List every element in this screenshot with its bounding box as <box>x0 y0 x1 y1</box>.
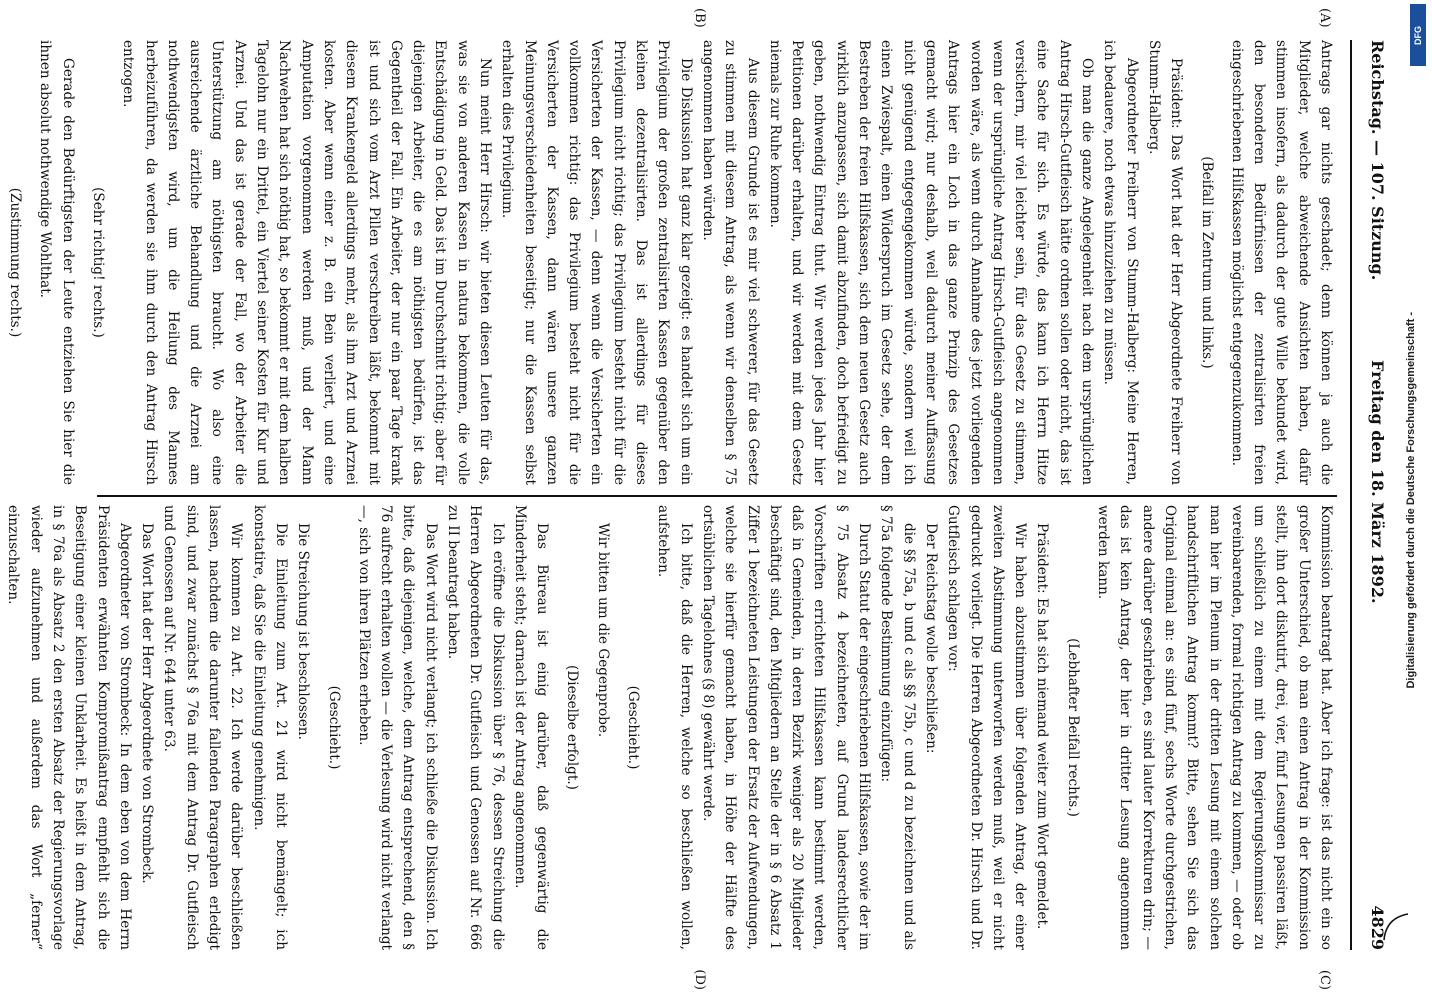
margin-marker-c: (C) <box>1317 969 1332 990</box>
paragraph: Das Büreau ist einig darüber, daß gegenwärtig die Minderheit steht; darnach ist der Antrag angenommen. <box>511 505 551 950</box>
scan-corner-mark <box>1380 912 1410 942</box>
paragraph: Kommission beantragt hat. Aber ich frage: ist das nicht ein so großer Unterschied, ob man einen Antrag in der Kommission stellt, ihn dort diskutirt, drei, vier, fünf Lesungen passiren läßt, um schließlich zu einem mit dem Regierungskommissar zu vereinbarenden, formal richtigen Antrag zu kommen, — oder ob man hier im Plenum in der dritten Lesung mit einem solchen handschriftlichen Antrag kommt? Bitte, sehen Sie sich das Original einmal an: es sind fünf, sechs Worte durchgestrichen, andere darüber geschrieben, es sind lauter Korrekturen drin; — das ist kein Antrag, der hier in dritter Lesung angenommen werden kann. <box>1095 505 1334 950</box>
credit-text: Digitalisierung gefördert durch die Deutsche Forschungsgemeinschaft - <box>1405 311 1417 689</box>
paragraph: Wir kommen zu Art. 22. Ich werde darüber beschließen lassen, nachdem die darunter fallenden Paragraphen erledigt sind, und zwar zunächst § 76a mit dem Antrag Dr. Gutfleisch und Genossen auf Nr. 644 unter 63. <box>161 505 245 950</box>
right-column <box>5 505 1337 950</box>
stage-direction: (Geschieht.) <box>325 685 342 770</box>
paragraph: Abgeordneter von Strombeck: In dem eben von dem Herrn Präsidenten erwähnten Kompromißantrag empfiehlt sich die Beseitigung einer kleinen Unklarheit. Es heißt in dem Antrag, in § 76a als Absatz 2 den ersten Absatz der Regierungsvorlage wieder aufzunehmen und außerdem das Wort „ferner“ einzuschalten. <box>5 505 133 950</box>
stage-direction: (Geschieht.) <box>625 685 642 770</box>
margin-marker-a: (A) <box>1317 8 1332 28</box>
paragraph: Ich bitte, daß die Herren, welche so beschließen wollen, aufstehen. <box>655 505 694 950</box>
paragraph: Die Diskussion hat ganz klar gezeigt: es handelt sich um ein Privilegium der großen zentralisirten Kassen gegenüber den kleinen dezentralisirten. Das ist allerdings für dieses Privilegium nicht richtig; das Privilegium besteht nicht für die Versicherten der Kassen, — denn wenn die Versicherten ein vollkommen richtig: das Privilegium besteht nicht für die Versicherten der Kassen, dann wären unsere ganzen Meinungsverschiedenheiten beseitigt; nur die Kassen selbst erhalten dies Privilegium. <box>499 40 694 485</box>
paragraph: Der Reichstag wolle beschließen: <box>922 523 939 754</box>
paragraph: Nun meint Herr Hirsch: wir bieten diesen Leuten für das, was sie von anderen Kassen in natura bekommen, die volle Entschädigung in Geld. Das ist im Durchschnitt richtig; aber für diejenigen Arbeiter, die es am nöthigsten bedürfen, ist das Gegentheil der Fall. Ein Arbeiter, der nur ein paar Tage krank ist und sich vom Arzt Pillen verschreiben läßt, bekommt mit diesem Krankengeld allerdings mehr, als ihm Arzt und Arznei kosten. Aber wenn einer z. B. ein Bein verliert, und eine Amputation vorgenommen werden muß, und der Mann Nachwehen hat sich nöthig hat, so bekommt er mit dem halben Tagelohn nur ein Drittel, ein Viertel seiner Kosten für Kur und Arznei. Und das ist gerade der Fall, wo der Arbeiter die Unterstützung am nöthigsten braucht. Wo also eine ausreichende ärztliche Behandlung und die Arznei am nothwendigsten wird, um die Heilung des Mannes herbeizuführen, da werden sie ihm durch den Antrag Hirsch entzogen. <box>120 40 494 485</box>
stage-direction: (Zustimmung rechts.) <box>7 187 24 338</box>
paragraph: Präsident: Es hat sich niemand weiter zum Wort gemeldet. <box>1034 523 1051 930</box>
paragraph: Wir haben abzustimmen über folgenden Antrag, der einer zweiten Abstimmung unterworfen werden muß, weil er nicht gedruckt vorliegt. Die Herren Abgeordneten Dr. Hirsch und Dr. Gutfleisch schlagen vor: <box>945 505 1029 950</box>
paragraph <box>0 505 2 950</box>
stage-direction: (Beifall im Zentrum und links.) <box>1198 156 1215 369</box>
paragraph: die §§ 75a, b und c als §§ 75b, c und d zu bezeichnen und als § 75a folgende Bestimmung einzufügen: <box>878 505 917 950</box>
paragraph: Aus diesem Grunde ist es mir viel schwerer, für das Gesetz zu stimmen mit diesem Antrag, als wenn wir denselben § 75 angenommen haben würden. <box>699 40 761 485</box>
paragraph: Ob man die ganze Angelegenheit nach dem ursprünglichen Antrag Hirsch-Gutfleisch hätte ordnen sollen oder nicht, das ist eine Sache für sich. Es würde, das kann ich Herrn Hitze versichern, mir viel leichter sein, für das Gesetz zu stimmen, wenn der ursprüngliche Antrag Hirsch-Gutfleisch angenommen worden wäre, als wenn durch Annahme des jetzt vorliegenden Antrags hier ein Loch in das ganze Prinzip des Gesetzes gemacht wird; nur deshalb, weil dadurch meiner Auffassung nicht genügend entgegengekommen würde, sondern weil ich einen Zwiespalt, einen Widerspruch im Gesetz sehe, der dem Bestreben der freien Hilfskassen, sich dem neuen Gesetz auch wirklich anzupassen, sich damit abzufinden, doch befriedigt zu geben, nothwendig Eintrag thut. Wir werden jedes Jahr hier Petitionen darüber erhalten, und wir werden mit dem Gesetz niemals zur Ruhe kommen. <box>766 40 1096 485</box>
page-number: 4829 <box>1368 905 1387 950</box>
stage-direction: (Lebhafter Beifall rechts.) <box>1064 638 1081 817</box>
header-rule <box>1350 40 1352 950</box>
column-divider <box>97 495 1337 497</box>
paragraph: Präsident: Das Wort hat der Herr Abgeordnete Freiherr von Stumm-Halberg. <box>1145 40 1185 485</box>
paragraph: Gerade den Bedürftigsten der Leute entziehen Sie hier die ihnen absolut nothwendige Wohlthat. <box>37 40 76 485</box>
header-left: Reichstag. — 107. Sitzung. <box>1368 40 1387 281</box>
paragraph: Das Wort hat der Herr Abgeordnete von Strombeck. <box>139 523 156 884</box>
paragraph: Ich eröffne die Diskussion über § 76, dessen Streichung die Herren Abgeordneten Dr. Gutfleisch und Genossen auf Nr. 666 zu II beantragt haben. <box>445 505 506 950</box>
paragraph: Die Streichung ist beschlossen. <box>295 523 312 740</box>
margin-marker-b: (B) <box>692 8 707 28</box>
digitization-credit <box>1390 0 1432 1000</box>
left-column <box>7 40 1337 485</box>
paragraph: Das Wort wird nicht verlangt; ich schließe die Diskussion. Ich bitte, daß diejenigen, welche, dem Antrag entsprechend, den § 76 aufrecht erhalten wollen — die Verlesung wird nicht verlangt —, sich von ihren Plätzen erheben. <box>355 505 439 950</box>
margin-marker-d: (D) <box>692 969 707 990</box>
stage-direction: (Sehr richtig! rechts.) <box>89 187 106 338</box>
paragraph: Antrags gar nichts geschadet; denn können ja auch die Mitglieder, welche abweichende Ansichten haben, dafür stimmen insofern, als dadurch der gute Wille bekundet wird, den besonderen Bedürfnissen der zentralisirten freien eingeschriebenen Hilfskassen möglichst entgegenzukommen. <box>1228 40 1334 485</box>
paragraph: Durch Statut der eingeschriebenen Hilfskassen, sowie der im § 75 Absatz 4 bezeichneten, auf Grund landesrechtlicher Vorschriften errichteten Hilfskassen kann bestimmt werden, daß in Gemeinden, in deren Bezirk weniger als 20 Mitglieder beschäftigt sind, den Mitgliedern an Stelle der in § 6 Absatz 1 Ziffer 1 bezeichneten Leistungen der Ersatz der Aufwendungen, welche sie hierfür gemacht haben, in Höhe der Hälfte des ortsüblichen Tagelohnes (§ 8) gewährt werde. <box>699 505 873 950</box>
paragraph: Wir bitten um die Gegenprobe. <box>594 523 611 738</box>
dfg-logo: DFG <box>1410 4 1426 66</box>
paragraph: Die Einleitung zum Art. 21 wird nicht bemängelt; ich konstatire, daß Sie die Einleitung genehmigen. <box>250 505 289 950</box>
paragraph: Abgeordneter Freiherr von Stumm-Halberg: Meine Herren, ich bedauere, noch etwas hinzuziehen zu müssen. <box>1101 40 1140 485</box>
header-center: Freitag den 18. März 1892. <box>1368 360 1387 604</box>
stage-direction: (Dieselbe erfolgt.) <box>564 665 581 790</box>
